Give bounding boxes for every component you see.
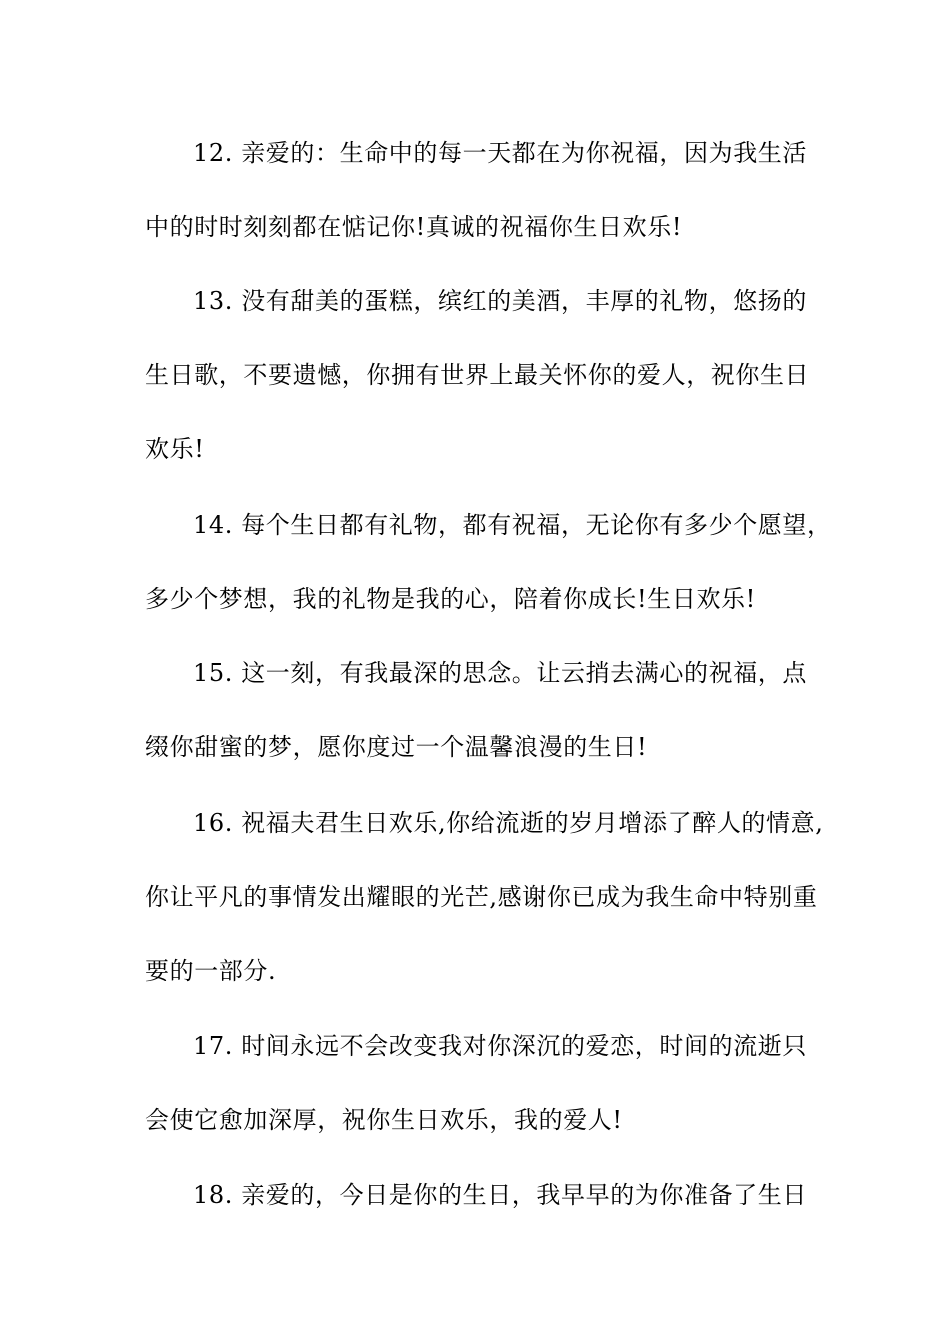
paragraph-13-line-3: 欢乐! [145, 435, 205, 463]
paragraph-14-line-1: 14. 每个生日都有礼物，都有祝福，无论你有多少个愿望， [193, 511, 832, 539]
paragraph-13-line-1: 13. 没有甜美的蛋糕，缤红的美酒，丰厚的礼物，悠扬的 [193, 287, 807, 315]
paragraph-14-line-2: 多少个梦想，我的礼物是我的心，陪着你成长!生日欢乐! [145, 585, 756, 613]
paragraph-12-line-1: 12. 亲爱的：生命中的每一天都在为你祝福，因为我生活 [193, 139, 807, 167]
paragraph-17-line-2: 会使它愈加深厚，祝你生日欢乐，我的爱人! [145, 1106, 623, 1134]
paragraph-15-line-1: 15. 这一刻，有我最深的思念。让云捎去满心的祝福，点 [193, 659, 807, 687]
paragraph-16-line-1: 16. 祝福夫君生日欢乐,你给流逝的岁月增添了醉人的情意, [193, 809, 824, 837]
paragraph-17-line-1: 17. 时间永远不会改变我对你深沉的爱恋，时间的流逝只 [193, 1032, 807, 1060]
paragraph-16-line-3: 要的一部分. [145, 957, 277, 985]
paragraph-13-line-2: 生日歌，不要遗憾，你拥有世界上最关怀你的爱人，祝你生日 [145, 361, 810, 389]
paragraph-16-line-2: 你让平凡的事情发出耀眼的光芒,感谢你已成为我生命中特别重 [145, 883, 818, 911]
paragraph-18-line-1: 18. 亲爱的，今日是你的生日，我早早的为你准备了生日 [193, 1181, 807, 1209]
paragraph-15-line-2: 缀你甜蜜的梦，愿你度过一个温馨浪漫的生日! [145, 733, 648, 761]
paragraph-12-line-2: 中的时时刻刻都在惦记你!真诚的祝福你生日欢乐! [145, 213, 683, 241]
